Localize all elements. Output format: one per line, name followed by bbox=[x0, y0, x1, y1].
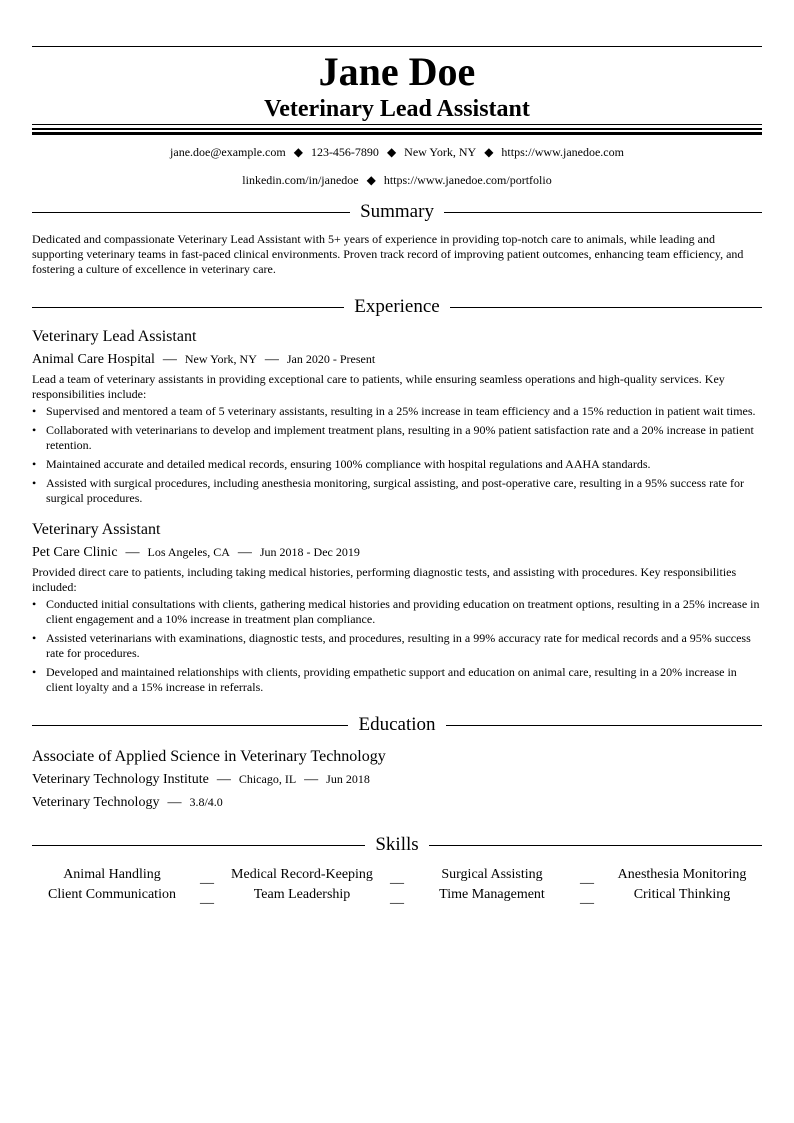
list-item bbox=[32, 597, 762, 627]
diamond-separator-icon: ◆ bbox=[366, 173, 376, 187]
bullet-icon: • bbox=[32, 631, 37, 645]
bullet-text: Developed and maintained relationships with clients, providing empathetic support and education on animal care, resulting in a 20% increase in client loyalty and a 15% increase in referrals. bbox=[46, 665, 737, 694]
skill-item: Time Management bbox=[439, 887, 545, 902]
job-dates: Jun 2018 - Dec 2019 bbox=[259, 545, 360, 559]
top-rule bbox=[32, 46, 762, 47]
skill-separator: __ bbox=[390, 891, 404, 906]
gpa-value: 3.8/4.0 bbox=[189, 795, 223, 809]
dash-separator: — bbox=[125, 545, 140, 560]
company-name: Animal Care Hospital bbox=[32, 352, 155, 367]
summary-heading bbox=[32, 200, 762, 224]
bullet-text: Assisted veterinarians with examinations, diagnostic tests, and procedures, resulting in a 99% accuracy rate for medical records and a 95% success rate for procedures. bbox=[46, 631, 751, 660]
skill-item: Medical Record-Keeping bbox=[231, 867, 373, 882]
dash-separator: — bbox=[162, 352, 177, 367]
bullet-icon: • bbox=[32, 457, 37, 471]
diamond-separator-icon: ◆ bbox=[293, 145, 303, 159]
skills-heading bbox=[32, 833, 762, 857]
list-item bbox=[32, 423, 762, 453]
email-link[interactable]: jane.doe@example.com bbox=[170, 145, 286, 159]
phone-text: 123-456-7890 bbox=[310, 145, 379, 159]
diamond-separator-icon: ◆ bbox=[386, 145, 397, 159]
bullet-icon: • bbox=[32, 476, 37, 490]
dash-separator: — bbox=[216, 772, 231, 787]
skills-row bbox=[32, 885, 762, 905]
list-item bbox=[32, 665, 762, 695]
list-item bbox=[32, 457, 762, 472]
job-dates: Jan 2020 - Present bbox=[286, 352, 376, 366]
field-of-study: Veterinary Technology bbox=[32, 795, 160, 810]
resume-page bbox=[32, 0, 762, 905]
bullet-text: Collaborated with veterinarians to develop and implement treatment plans, resulting in a 90% patient satisfaction rate and a 20% increase in patient retention. bbox=[46, 423, 754, 452]
bullet-text: Maintained accurate and detailed medical records, ensuring 100% compliance with hospital regulations and AAHA standards. bbox=[46, 457, 651, 471]
experience-heading bbox=[32, 295, 762, 319]
section-title: Experience bbox=[354, 296, 440, 317]
skills-row bbox=[32, 865, 762, 885]
bullet-text: Conducted initial consultations with clients, gathering medical histories and providing education on treatment options, resulting in a 25% increase in client engagement and a 10% increase in treatment plan compliance. bbox=[46, 597, 760, 626]
field-meta bbox=[32, 792, 762, 813]
dash-separator: — bbox=[264, 352, 279, 367]
job-location: New York, NY bbox=[184, 352, 257, 366]
header-rules bbox=[32, 124, 762, 135]
job-title: Veterinary Assistant bbox=[32, 521, 161, 538]
skill-item: Surgical Assisting bbox=[441, 867, 543, 882]
graduation-date: Jun 2018 bbox=[326, 772, 370, 786]
dash-separator: — bbox=[237, 545, 252, 560]
list-item bbox=[32, 476, 762, 506]
candidate-name: Jane Doe bbox=[318, 49, 476, 94]
skill-separator: __ bbox=[580, 871, 594, 886]
degree-title: Associate of Applied Science in Veterinary Technology bbox=[32, 748, 386, 765]
skill-item: Anesthesia Monitoring bbox=[617, 867, 747, 882]
section-title: Summary bbox=[360, 201, 434, 222]
list-item bbox=[32, 631, 762, 661]
skill-separator: __ bbox=[200, 871, 214, 886]
skills-grid bbox=[32, 865, 762, 905]
job-bullets bbox=[32, 404, 762, 506]
candidate-title: Veterinary Lead Assistant bbox=[264, 96, 530, 122]
skill-item: Animal Handling bbox=[63, 867, 161, 882]
portfolio-link[interactable]: https://www.janedoe.com/portfolio bbox=[383, 173, 552, 187]
list-item bbox=[32, 404, 762, 419]
education-heading bbox=[32, 713, 762, 737]
job-description: Provided direct care to patients, including taking medical histories, performing diagnostic tests, and assisting with procedures. Key responsibilities included: bbox=[32, 565, 737, 594]
skill-separator: __ bbox=[580, 891, 594, 906]
dash-separator: — bbox=[304, 772, 319, 787]
skill-item: Critical Thinking bbox=[633, 887, 731, 902]
skill-item: Team Leadership bbox=[253, 887, 351, 902]
contact-row-1 bbox=[32, 144, 762, 172]
bullet-text: Supervised and mentored a team of 5 veterinary assistants, resulting in a 25% increase in team efficiency and a 15% reduction in patient wait times. bbox=[46, 404, 756, 418]
linkedin-link[interactable]: linkedin.com/in/janedoe bbox=[242, 173, 359, 187]
job-title: Veterinary Lead Assistant bbox=[32, 328, 197, 345]
skill-separator: __ bbox=[200, 891, 214, 906]
location-text: New York, NY bbox=[404, 145, 477, 159]
dash-separator: — bbox=[167, 795, 182, 810]
job-meta bbox=[32, 542, 762, 563]
contact-row-2 bbox=[32, 172, 762, 190]
job-entry bbox=[32, 327, 762, 506]
diamond-separator-icon: ◆ bbox=[484, 145, 494, 159]
bullet-icon: • bbox=[32, 423, 37, 437]
job-entry bbox=[32, 520, 762, 695]
bullet-text: Assisted with surgical procedures, including anesthesia monitoring, surgical assisting, and post-operative care, resulting in a 95% success rate for surgical procedures. bbox=[46, 476, 745, 505]
skill-separator: __ bbox=[390, 871, 404, 886]
section-title: Education bbox=[358, 714, 436, 735]
school-name: Veterinary Technology Institute bbox=[32, 772, 209, 787]
job-bullets bbox=[32, 597, 762, 695]
bullet-icon: • bbox=[32, 597, 37, 611]
job-meta bbox=[32, 349, 762, 370]
website-link[interactable]: https://www.janedoe.com bbox=[501, 145, 624, 159]
bullet-icon: • bbox=[32, 404, 37, 418]
school-location: Chicago, IL bbox=[238, 772, 297, 786]
job-description: Lead a team of veterinary assistants in providing exceptional care to patients, while ensuring seamless operations and high-quality services. Key responsibilities include: bbox=[32, 372, 725, 401]
company-name: Pet Care Clinic bbox=[32, 545, 118, 560]
contact-info bbox=[32, 144, 762, 190]
bullet-icon: • bbox=[32, 665, 37, 679]
section-title: Skills bbox=[375, 834, 419, 855]
skill-item: Client Communication bbox=[48, 887, 176, 902]
job-location: Los Angeles, CA bbox=[147, 545, 230, 559]
summary-text: Dedicated and compassionate Veterinary Lead Assistant with 5+ years of experience in providing top-notch care to animals, while leading and supporting veterinary teams in fast-paced clinical environments. Proven track record of improving patient outcomes, enhancing team efficiency, and fostering a culture of excellence in veterinary care. bbox=[32, 232, 744, 276]
school-meta bbox=[32, 769, 762, 790]
